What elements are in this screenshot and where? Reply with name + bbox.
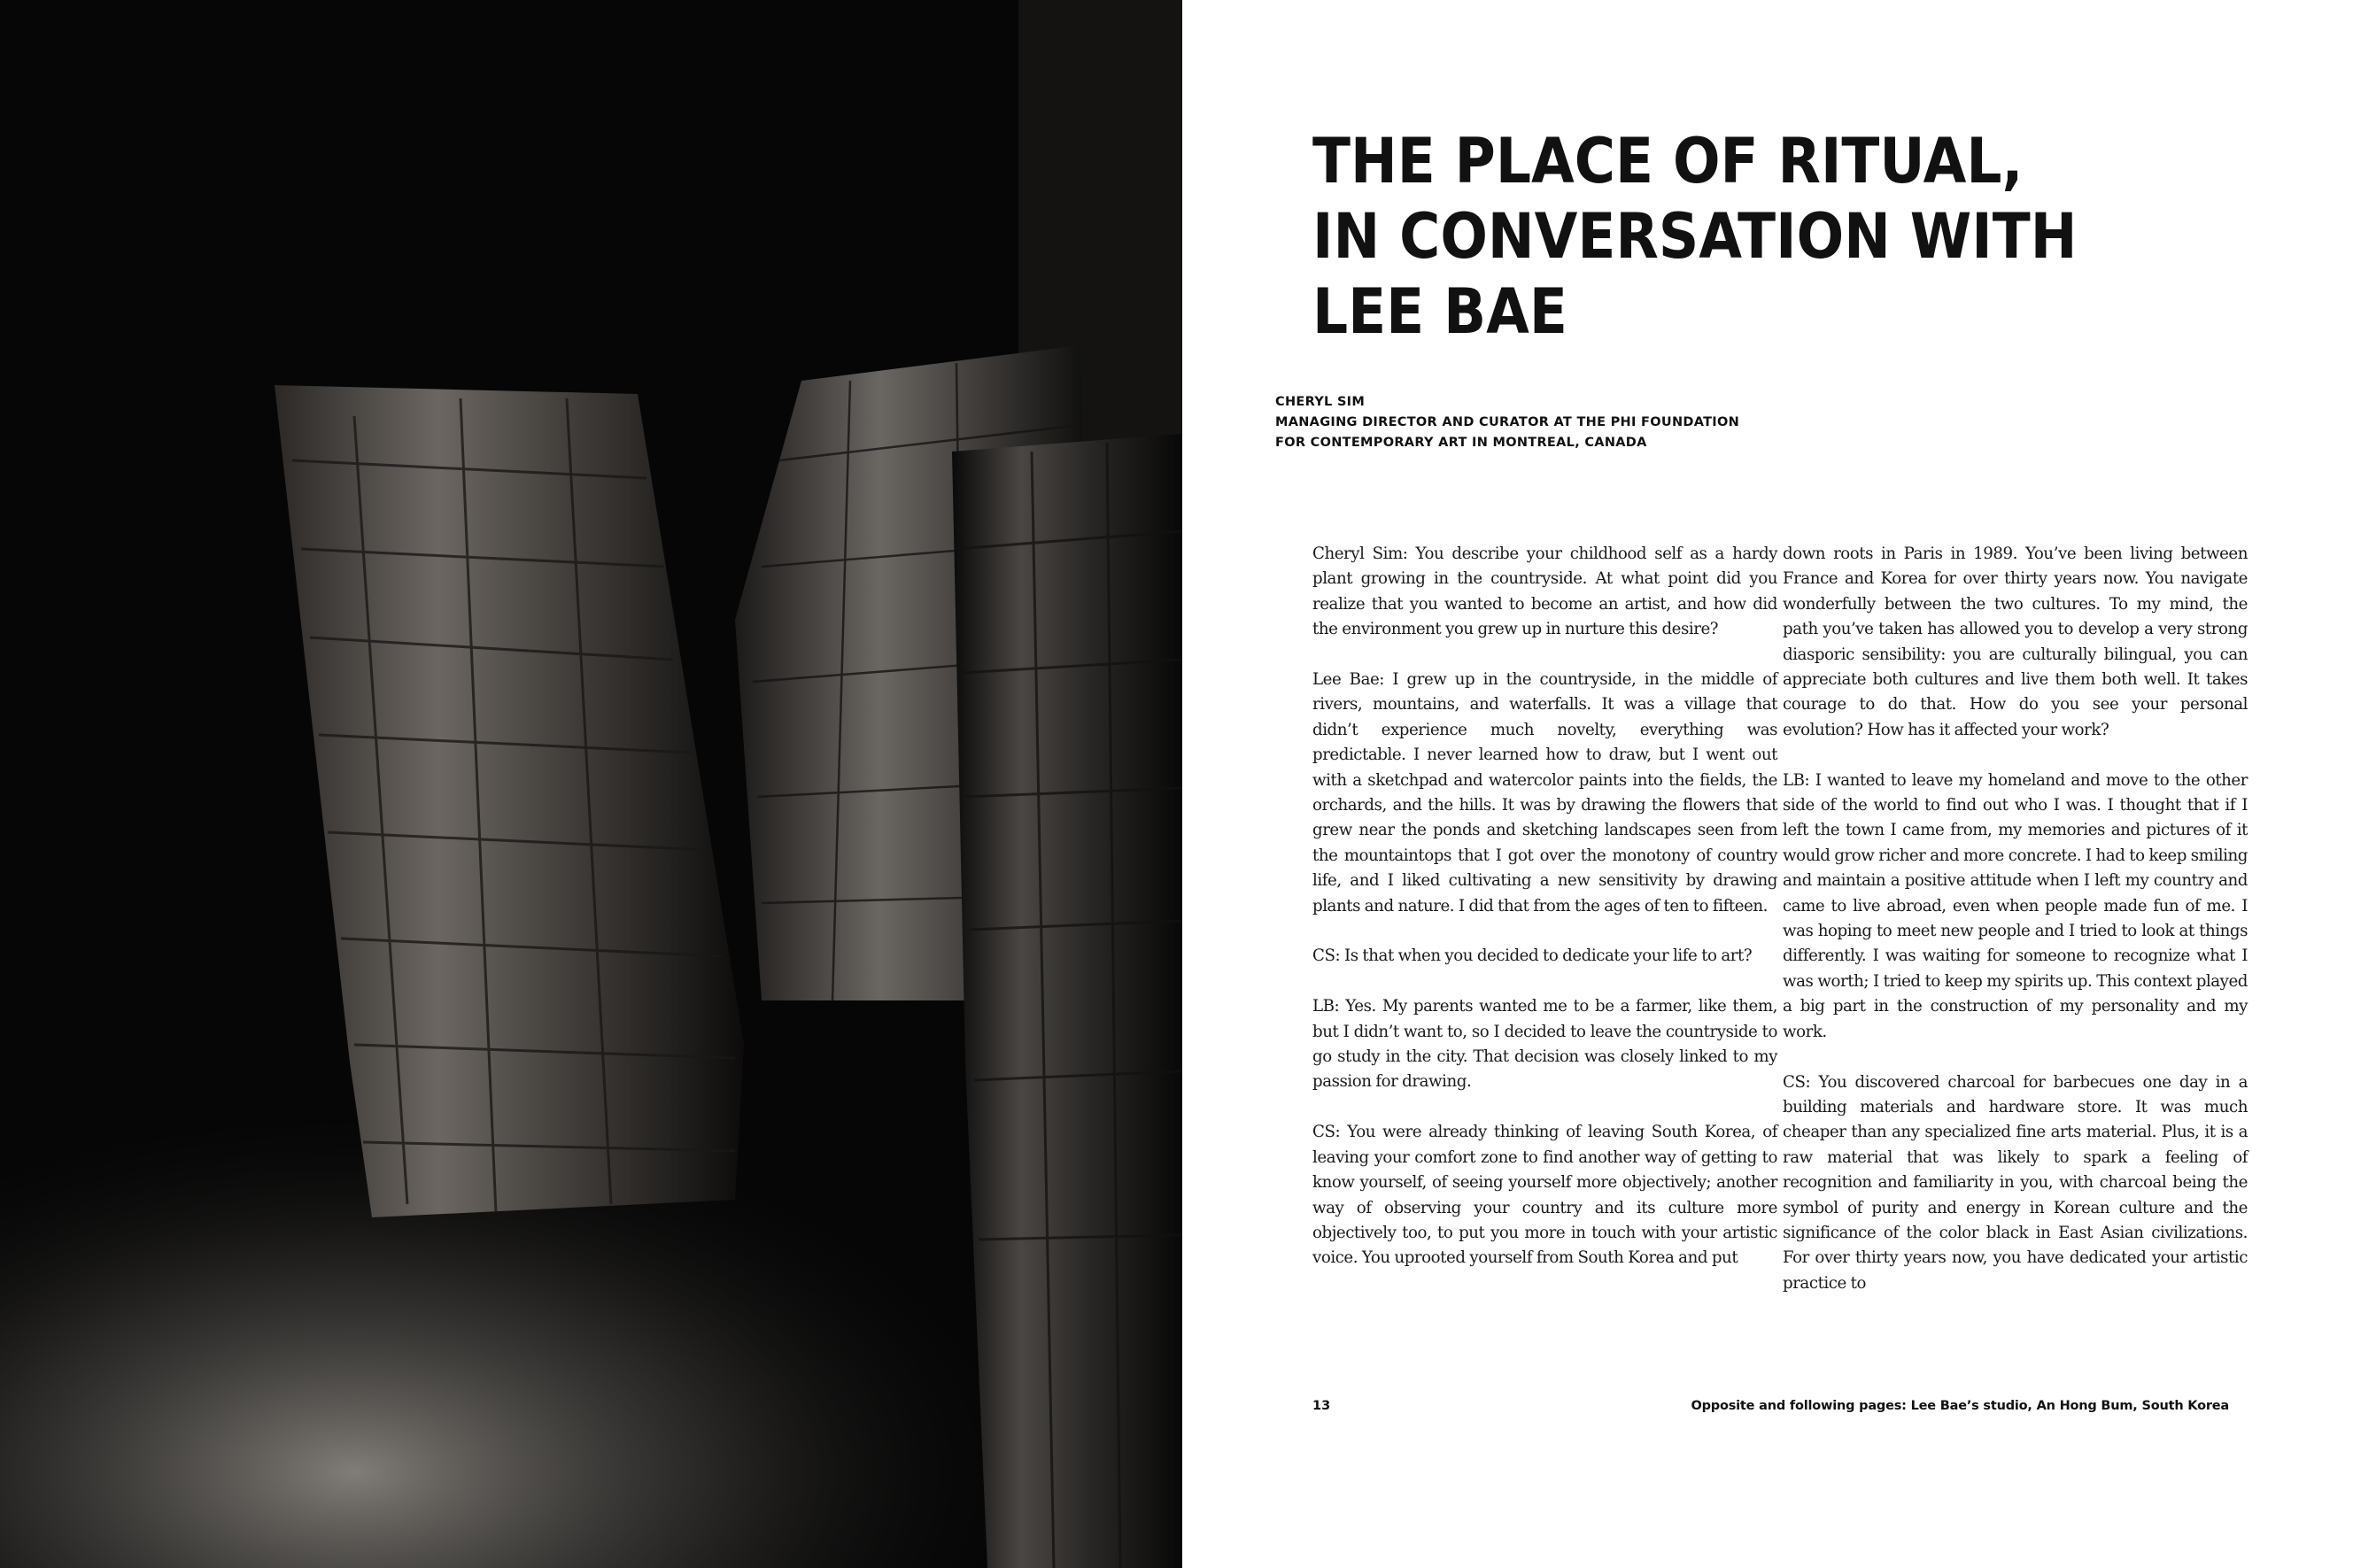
paragraph: CS: Is that when you decided to dedicate your life to art? (1312, 946, 1753, 966)
text-column-1 (1312, 542, 1777, 1296)
author-role-line-2: FOR CONTEMPORARY ART IN MONTREAL, CANADA (1275, 436, 1647, 450)
author-role-line-1: MANAGING DIRECTOR AND CURATOR AT THE PHI FOUNDATION (1275, 415, 1740, 429)
title-line-2: IN CONVERSATION WITH (1312, 200, 2078, 273)
paragraph: down roots in Paris in 1989. You’ve been living between France and Korea for over thirty years now. You navigate wonderfully between the two cultures. To my mind, the path you’ve taken has allowed you to develop a very strong diasporic sensibility: you are culturally bilingual, you can appreciate both cultures and live them both well. It takes courage to do that. How do you see your personal evolution? How has it affected your work? (1783, 545, 2248, 739)
title-line-1: THE PLACE OF RITUAL, (1312, 125, 2024, 197)
page-number: 13 (1312, 1399, 1331, 1413)
paragraph: LB: I wanted to leave my homeland and move to the other side of the world to find out who I was. I thought that if I left the town I came from, my memories and pictures of it would grow richer and more concrete. I had to keep smiling and maintain a positive attitude when I left my country and came to live abroad, even when people made fun of me. I was hoping to meet new people and I tried to look at things differently. I was waiting for someone to recognize what I was worth; I tried to keep my spirits up. This context played a big part in the construction of my personality and my work. (1783, 770, 2248, 1041)
author-name: CHERYL SIM (1275, 395, 1366, 409)
paragraph: CS: You were already thinking of leaving South Korea, of leaving your comfort zone to find another way of getting to know yourself, of seeing yourself more objectively; another way of observing your country and its culture more objectively too, to put you more in touch with your artistic voice. You uprooted yourself from South Korea and put (1312, 1123, 1777, 1268)
title-line-3: LEE BAE (1312, 275, 1567, 348)
article-title (1312, 124, 2157, 350)
paragraph: LB: Yes. My parents wanted me to be a farmer, like them, but I didn’t want to, so I decided to leave the countryside to go study in the city. That decision was closely linked to my passion for drawing. (1312, 997, 1777, 1092)
text-column-2 (1783, 542, 2248, 1322)
author-byline (1275, 392, 1895, 453)
paragraph: CS: You discovered charcoal for barbecues one day in a building materials and hardware store. It was much cheaper than any specialized fine arts material. Plus, it is a raw material that was likely to spark a feeling of recognition and familiarity in you, with charcoal being the symbol of purity and energy in Korean culture and the significance of the color black in East Asian civilizations. For over thirty years now, you have dedicated your artistic practice to (1783, 1072, 2248, 1293)
paragraph: Cheryl Sim: You describe your childhood self as a hardy plant growing in the countryside. At what point did you realize that you wanted to become an artist, and how did the environment you grew up in nurture this desire? (1312, 545, 1777, 639)
photo-caption: Opposite and following pages: Lee Bae’s studio, An Hong Bum, South Korea (1691, 1399, 2229, 1413)
paragraph: Lee Bae: I grew up in the countryside, in the middle of rivers, mountains, and waterfalls. It was a village that didn’t experience much novelty, everything was predictable. I never learned how to draw, but I went out with a sketchpad and watercolor paints into the fields, the orchards, and the hills. It was by drawing the flowers that grew near the ponds and sketching landscapes seen from the mountaintops that I got over the monotony of country life, and I liked cultivating a new sensitivity by drawing plants and nature. I did that from the ages of ten to fifteen. (1312, 670, 1777, 915)
